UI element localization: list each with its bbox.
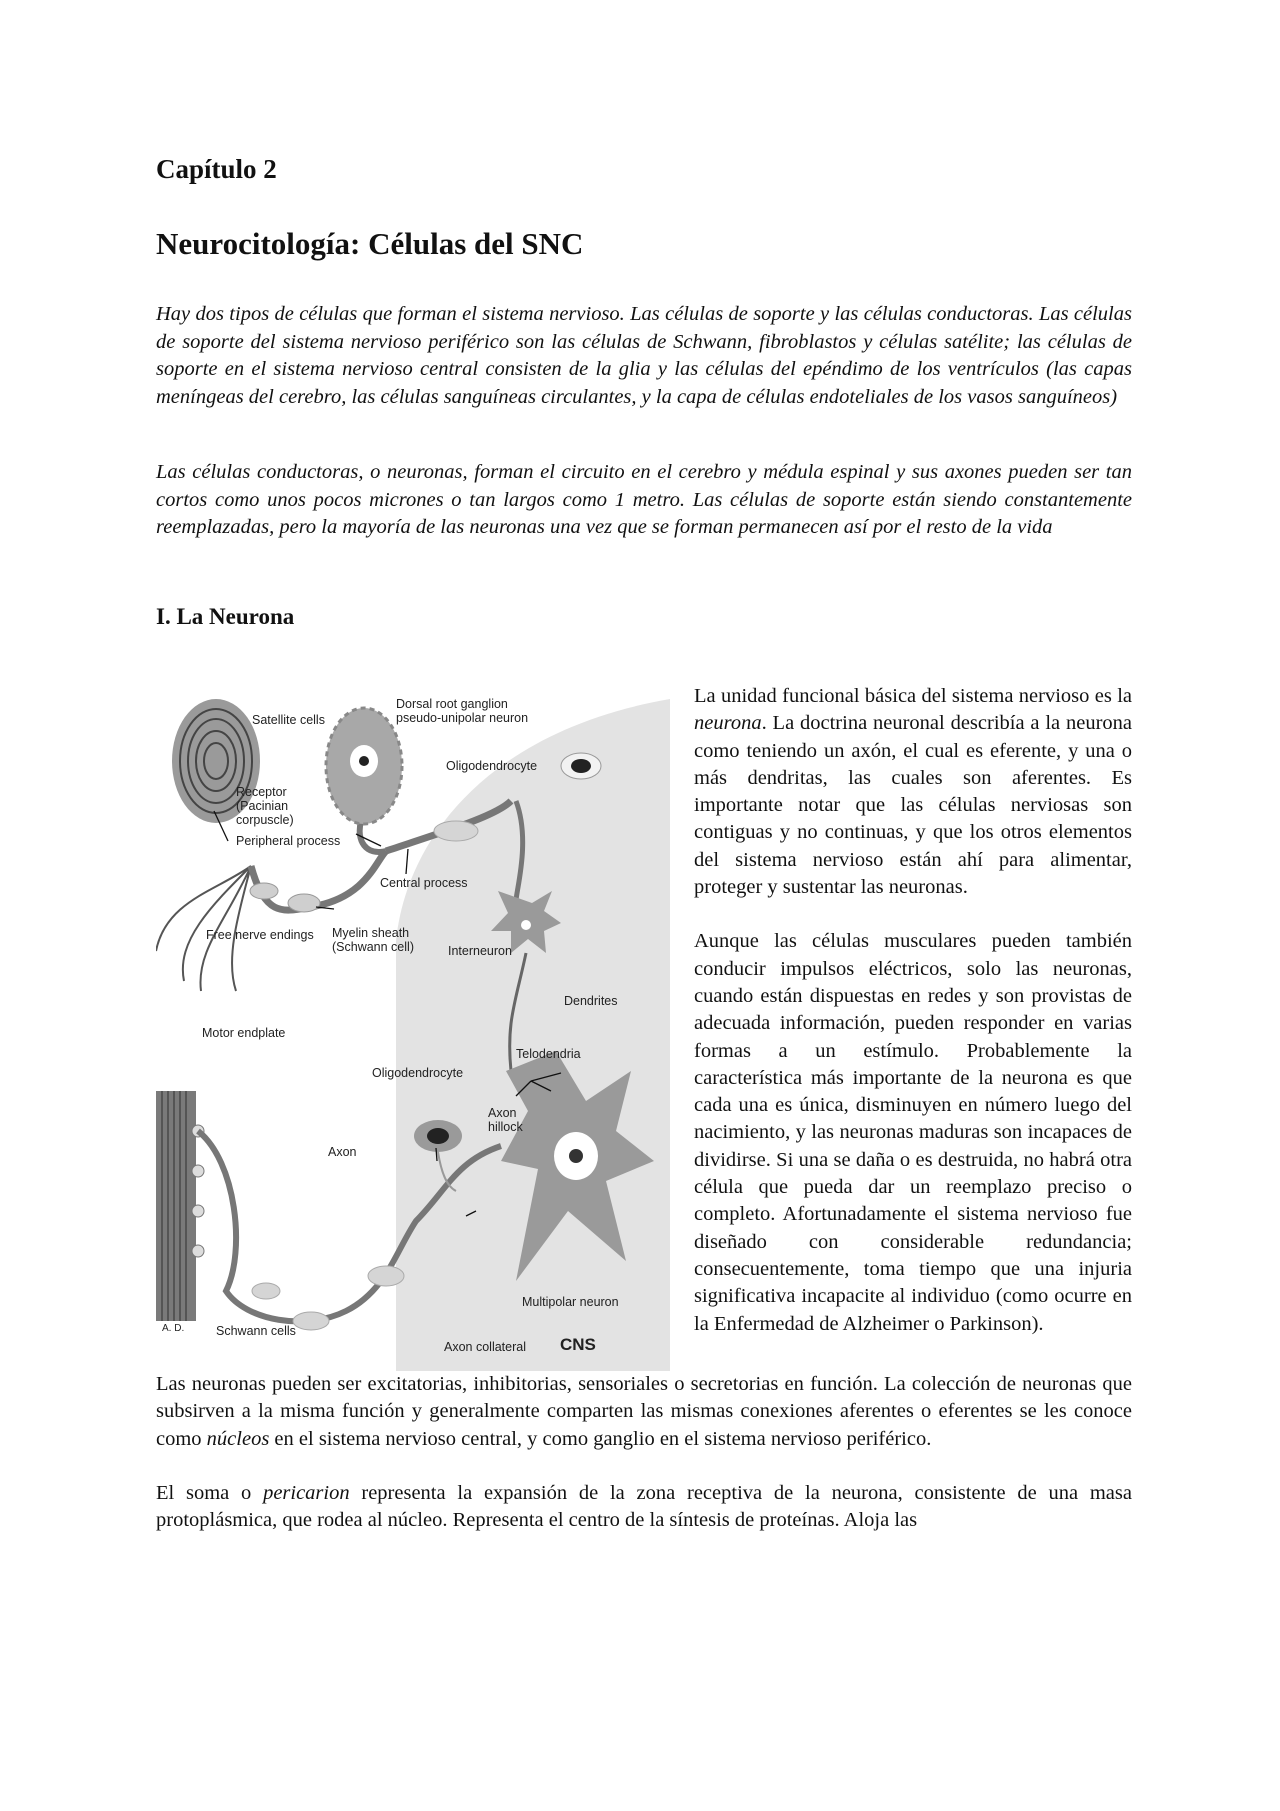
- label-axon: Axon: [328, 1145, 357, 1159]
- label-initials: A. D.: [162, 1323, 185, 1334]
- label-axon-collateral: Axon collateral: [444, 1340, 526, 1354]
- label-cns: CNS: [560, 1335, 596, 1354]
- chapter-heading: Capítulo 2: [156, 154, 277, 184]
- label-drg-line2: pseudo-unipolar neuron: [396, 711, 529, 725]
- intro-paragraph-2: Las células conductoras, o neuronas, forman el circuito en el cerebro y médula espinal y sus axones pueden ser tan cortos como unos pocos micrones o tan largos como 1 metro. Las células de soporte están siendo constantemente reemplazadas, pero la mayoría de las neuronas una vez que se forman permanecen así por el resto de la vida: [156, 461, 1132, 538]
- label-receptor-3: corpuscle): [236, 813, 294, 827]
- label-telodendria: Telodendria: [516, 1047, 581, 1061]
- intro-paragraph-1: Hay dos tipos de células que forman el sistema nervioso. Las células de soporte y las células conductoras. Las células de soporte del sistema nervioso periférico son las células de Schwann, fibroblastos y células satélite; las células de soporte en el sistema nervioso central consisten de la glia y las células del epéndimo de los ventrículos (las capas meníngeas del cerebro, las células sanguíneas circulantes, y la capa de células endoteliales de los vasos sanguíneos): [156, 303, 1132, 408]
- label-dendrites: Dendrites: [564, 994, 618, 1008]
- paragraph-tipos-neuronas: Las neuronas pueden ser excitatorias, inhibitorias, sensoriales o secretorias en función. La colección de neuronas que subsirven a la misma función y generalmente comparten las mismas conexiones aferentes o eferentes se les conoce como núcleos en el sistema nervioso central, y como ganglio en el sistema nervioso periférico.: [156, 1373, 1132, 1450]
- label-peripheral-process: Peripheral process: [236, 834, 341, 848]
- muscle-fiber: [156, 1091, 204, 1321]
- label-satellite-cells: Satellite cells: [252, 713, 325, 727]
- label-myelin-sheath: Myelin sheath: [332, 926, 410, 940]
- label-motor-endplate: Motor endplate: [202, 1026, 286, 1040]
- paragraph-celulas-musculares: Aunque las células musculares pueden también conducir impulsos eléctricos, solo las neuronas, cuando están dispuestas en redes y son provistas de adecuada información, pueden responder en varias formas a un estímulo. Probablemente la característica más importante de la neurona es que cada una es única, disminuyen en número luego del nacimiento, y las neuronas maduras son incapaces de dividirse. Si una se daña o es destruida, no habrá otra célula que pueda dar un reemplazo preciso o completo. Afortunadamente el sistema nervioso fue diseñado con considerable redundancia; consecuentemente, toma tiempo que una injuria significativa incapacite al individuo (como ocurre en la Enfermedad de Alzheimer o Parkinson).: [694, 930, 1132, 1335]
- label-oligodendrocyte-bottom: Oligodendrocyte: [372, 1066, 464, 1080]
- oligodendrocyte-top: [561, 753, 601, 779]
- paragraph-neurona: La unidad funcional básica del sistema nervioso es la neurona. La doctrina neuronal describía a la neurona como teniendo un axón, el cual es eferente, y una o más dendritas, las cuales son aferentes. Es importante notar que las células nerviosas son contiguas y no continuas, y que los otros elementos del sistema nervioso están ahí para alimentar, proteger y sustentar las neuronas.: [694, 685, 1132, 899]
- label-axon-hillock-2: hillock: [488, 1120, 523, 1134]
- neuron-figure: [156, 691, 670, 1371]
- label-oligodendrocyte-top: Oligodendrocyte: [446, 759, 538, 773]
- label-receptor-2: (Pacinian: [236, 799, 289, 813]
- label-axon-hillock: Axon: [488, 1106, 517, 1120]
- label-interneuron: Interneuron: [448, 944, 512, 958]
- cns-region: [396, 699, 670, 1371]
- drg-neuron: [326, 708, 402, 852]
- neuron-diagram: [156, 691, 670, 1371]
- label-drg-line1: Dorsal root ganglion: [396, 697, 508, 711]
- label-free-nerve-endings: Free nerve endings: [206, 928, 314, 942]
- label-central-process: Central process: [380, 876, 468, 890]
- section-heading: I. La Neurona: [156, 604, 295, 629]
- body-text: [156, 683, 1132, 1561]
- label-myelin-sheath-2: (Schwann cell): [332, 940, 414, 954]
- label-schwann-cells: Schwann cells: [216, 1324, 296, 1338]
- label-receptor: Receptor: [236, 785, 287, 799]
- label-multipolar-neuron: Multipolar neuron: [522, 1295, 619, 1309]
- chapter-title: Neurocitología: Células del SNC: [156, 226, 584, 261]
- paragraph-soma: El soma o pericarion representa la expansión de la zona receptiva de la neurona, consistente de una masa protoplásmica, que rodea al núcleo. Representa el centro de la síntesis de proteínas. Aloja las: [156, 1481, 1132, 1532]
